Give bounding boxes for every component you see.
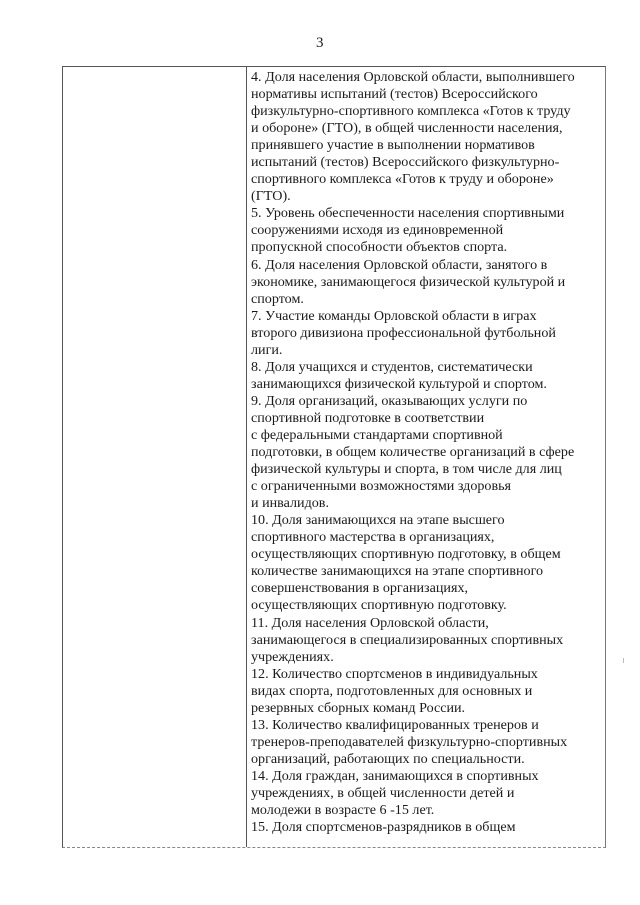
indicator-item-10 xyxy=(251,512,603,614)
indicator-line: испытаний (тестов) Всероссийского физкультурно- xyxy=(251,154,560,171)
indicator-line: экономике, занимающегося физической культурой и xyxy=(251,273,566,290)
indicator-line: подготовки, в общем количестве организаций в сфере xyxy=(251,444,575,461)
indicator-item-14 xyxy=(251,768,603,819)
indicator-line: организаций, работающих по специальности. xyxy=(251,750,525,767)
indicator-line: учреждениях, в общей численности детей и xyxy=(251,784,515,801)
indicator-line: 10. Доля занимающихся на этапе высшего xyxy=(251,512,505,529)
indicator-line: совершенствования в организациях, xyxy=(251,580,469,597)
indicator-line: физической культуры и спорта, в том числе для лиц xyxy=(251,461,562,478)
indicator-line: 7. Участие команды Орловской области в играх xyxy=(251,307,537,324)
indicator-line: сооружениями исходя из единовременной xyxy=(251,222,504,239)
indicator-line: учреждениях. xyxy=(251,648,334,665)
indicator-line: резервных сборных команд России. xyxy=(251,699,466,716)
indicator-item-5 xyxy=(251,205,603,256)
indicators-list xyxy=(251,69,603,836)
indicator-line: 9. Доля организаций, оказывающих услуги по xyxy=(251,392,528,409)
indicator-line: второго дивизиона профессиональной футбольной xyxy=(251,324,556,341)
indicator-line: 8. Доля учащихся и студентов, систематически xyxy=(251,358,533,375)
indicator-line: принявшего участие в выполнении нормативов xyxy=(251,137,535,154)
indicator-line: 13. Количество квалифицированных тренеров и xyxy=(251,716,539,733)
indicator-item-12 xyxy=(251,666,603,717)
indicator-line: молодежи в возрасте 6 -15 лет. xyxy=(251,802,435,819)
column-divider xyxy=(246,67,247,847)
indicator-line: (ГТО). xyxy=(251,188,291,205)
indicator-item-7 xyxy=(251,308,603,359)
indicators-table xyxy=(62,66,606,848)
indicator-line: спортивной подготовке в соответствии xyxy=(251,409,485,426)
indicator-item-11 xyxy=(251,615,603,666)
indicator-line: 12. Количество спортсменов в индивидуальных xyxy=(251,665,538,682)
indicator-line: с ограниченными возможностями здоровья xyxy=(251,478,512,495)
indicator-item-13 xyxy=(251,717,603,768)
indicator-line: 11. Доля населения Орловской области, xyxy=(251,614,489,631)
indicator-line: спортивного комплекса «Готов к труду и обороне» xyxy=(251,171,554,188)
indicator-line: количестве занимающихся на этапе спортивного xyxy=(251,563,544,580)
indicator-line: лиги. xyxy=(251,341,283,358)
indicator-line: и обороне» (ГТО), в общей численности населения, xyxy=(251,120,563,137)
indicator-line: 5. Уровень обеспеченности населения спортивными xyxy=(251,205,565,222)
indicator-line: спортом. xyxy=(251,290,304,307)
indicator-line: занимающихся физической культурой и спортом. xyxy=(251,375,547,392)
indicator-line: пропускной способности объектов спорта. xyxy=(251,239,508,256)
indicator-line: осуществляющих спортивную подготовку, в общем xyxy=(251,546,561,563)
indicator-line: тренеров-преподавателей физкультурно-спортивных xyxy=(251,733,568,750)
indicator-line: занимающегося в специализированных спортивных xyxy=(251,631,564,648)
page-number: 3 xyxy=(316,35,324,51)
scan-artifact xyxy=(623,658,627,663)
indicator-line: 14. Доля граждан, занимающихся в спортивных xyxy=(251,767,539,784)
indicator-line: с федеральными стандартами спортивной xyxy=(251,426,503,443)
indicator-line: физкультурно-спортивного комплекса «Готов к труду xyxy=(251,103,571,120)
indicator-line: осуществляющих спортивную подготовку. xyxy=(251,597,507,614)
indicator-line: 15. Доля спортсменов-разрядников в общем xyxy=(251,819,516,836)
indicator-item-9 xyxy=(251,393,603,512)
indicator-item-6 xyxy=(251,257,603,308)
indicator-item-4 xyxy=(251,69,603,205)
indicator-line: видах спорта, подготовленных для основных и xyxy=(251,682,533,699)
indicator-item-8 xyxy=(251,359,603,393)
indicator-line: и инвалидов. xyxy=(251,495,329,512)
indicator-line: 6. Доля населения Орловской области, занятого в xyxy=(251,256,548,273)
indicator-line: нормативы испытаний (тестов) Всероссийского xyxy=(251,86,538,103)
indicator-line: 4. Доля населения Орловской области, выполнившего xyxy=(251,69,575,85)
indicator-line: спортивного мастерства в организациях, xyxy=(251,529,495,546)
indicator-item-15 xyxy=(251,819,603,836)
